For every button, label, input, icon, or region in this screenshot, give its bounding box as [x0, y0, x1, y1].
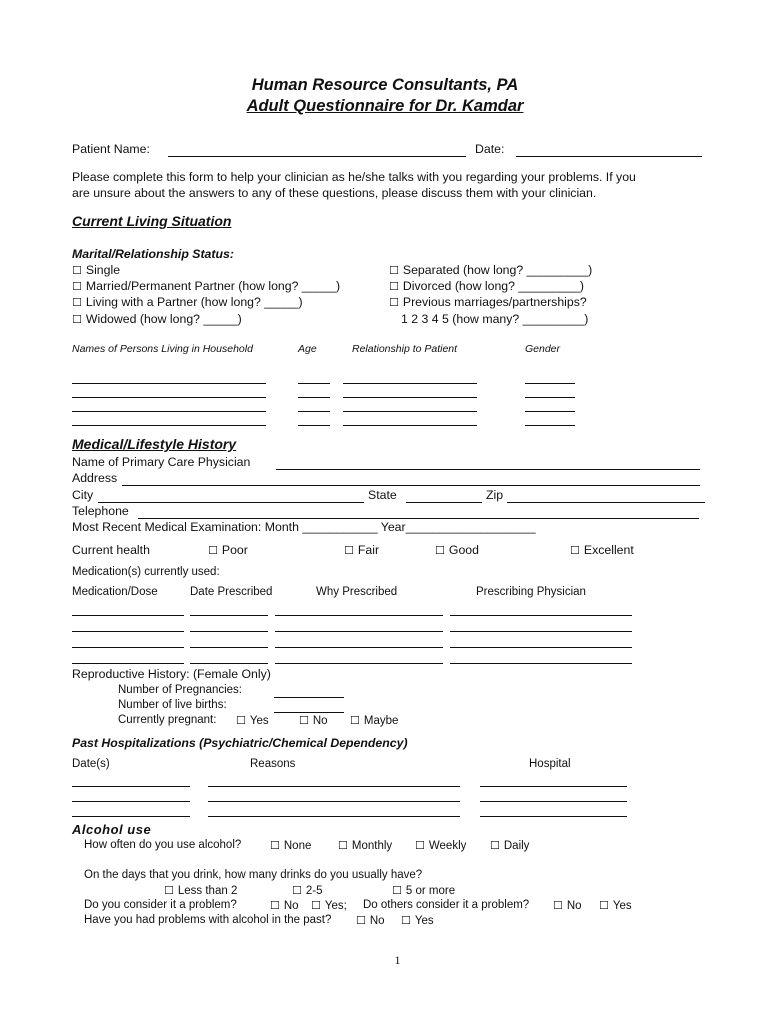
household-col-names: Names of Persons Living in Household [72, 343, 253, 355]
city-field[interactable] [98, 502, 364, 503]
state-field[interactable] [406, 502, 482, 503]
zip-field[interactable] [507, 502, 705, 503]
hospital-col-hospital: Hospital [529, 758, 571, 770]
med-dose-lines[interactable] [72, 601, 184, 664]
alcohol-frequency-question: How often do you use alcohol? [84, 839, 242, 851]
health-poor-checkbox[interactable]: ☐ Poor [208, 543, 248, 557]
city-label: City [72, 488, 94, 502]
state-label: State [368, 488, 397, 502]
hospital-col-dates: Date(s) [72, 758, 110, 770]
self-problem-no-checkbox[interactable]: ☐ No [270, 899, 299, 912]
household-col-relationship: Relationship to Patient [352, 343, 458, 355]
alcohol-daily-checkbox[interactable]: ☐ Daily [490, 839, 529, 852]
intro-line-2: are unsure about the answers to any of these questions, please discuss them with your clinician. [72, 186, 597, 200]
previous-marriages-count[interactable]: 1 2 3 4 5 (how many? _________) [401, 312, 589, 326]
health-fair-checkbox[interactable]: ☐ Fair [344, 543, 379, 557]
births-label: Number of live births: [118, 699, 227, 711]
household-relationship-lines[interactable] [343, 370, 477, 426]
past-problem-question: Have you had problems with alcohol in the past? [84, 914, 332, 926]
med-col-why: Why Prescribed [316, 586, 398, 598]
separated-checkbox[interactable]: ☐ Separated (how long? _________) [389, 263, 592, 277]
zip-label: Zip [486, 488, 504, 502]
meds-label: Medication(s) currently used: [72, 566, 220, 578]
others-problem-no-checkbox[interactable]: ☐ No [553, 899, 582, 912]
births-field[interactable] [274, 712, 344, 713]
self-problem-yes-checkbox[interactable]: ☐ Yes; [311, 899, 347, 912]
single-checkbox[interactable]: ☐ Single [72, 263, 120, 277]
alcohol-none-checkbox[interactable]: ☐ None [270, 839, 311, 852]
date-field[interactable] [516, 156, 702, 157]
med-col-date: Date Prescribed [190, 586, 273, 598]
intro-line-1: Please complete this form to help your clinician as he/she talks with you regarding your problems. If you [72, 170, 636, 184]
telephone-field[interactable] [138, 518, 699, 519]
health-excellent-checkbox[interactable]: ☐ Excellent [570, 543, 634, 557]
hospital-dates-lines[interactable] [72, 773, 190, 817]
alcohol-heading: Alcohol use [72, 822, 152, 837]
household-col-gender: Gender [525, 343, 561, 355]
med-physician-lines[interactable] [450, 601, 632, 664]
previous-marriages-checkbox[interactable]: ☐ Previous marriages/partnerships? [389, 295, 587, 309]
pcp-field[interactable] [276, 469, 700, 470]
hospital-heading: Past Hospitalizations (Psychiatric/Chemical Dependency) [72, 736, 408, 750]
form-title [0, 97, 770, 116]
drinks-less-than-2-checkbox[interactable]: ☐ Less than 2 [164, 884, 237, 897]
telephone-label: Telephone [72, 504, 129, 518]
marital-label: Marital/Relationship Status: [72, 247, 234, 261]
household-gender-lines[interactable] [525, 370, 575, 426]
alcohol-weekly-checkbox[interactable]: ☐ Weekly [415, 839, 466, 852]
hospital-reasons-lines[interactable] [208, 773, 460, 817]
pregnancies-field[interactable] [274, 697, 344, 698]
patient-name-field[interactable] [168, 156, 466, 157]
past-problem-no-checkbox[interactable]: ☐ No [356, 914, 385, 927]
alcohol-monthly-checkbox[interactable]: ☐ Monthly [338, 839, 392, 852]
living-heading: Current Living Situation [72, 213, 232, 229]
address-label: Address [72, 471, 118, 485]
drinks-5-or-more-checkbox[interactable]: ☐ 5 or more [392, 884, 455, 897]
others-problem-yes-checkbox[interactable]: ☐ Yes [599, 899, 632, 912]
widowed-checkbox[interactable]: ☐ Widowed (how long? _____) [72, 312, 242, 326]
pcp-label: Name of Primary Care Physician [72, 455, 251, 469]
patient-name-label: Patient Name: [72, 142, 150, 156]
med-col-dose: Medication/Dose [72, 586, 158, 598]
household-age-lines[interactable] [298, 370, 330, 426]
divorced-checkbox[interactable]: ☐ Divorced (how long? _________) [389, 279, 584, 293]
med-col-physician: Prescribing Physician [476, 586, 586, 598]
household-names-lines[interactable] [72, 370, 266, 426]
hospital-col-reasons: Reasons [250, 758, 296, 770]
address-field[interactable] [122, 485, 700, 486]
self-problem-question: Do you consider it a problem? [84, 899, 237, 911]
med-date-lines[interactable] [190, 601, 268, 664]
drinks-question: On the days that you drink, how many drinks do you usually have? [84, 869, 423, 881]
exam-line[interactable]: Most Recent Medical Examination: Month ___________ Year___________________ [72, 520, 536, 534]
pregnant-no-checkbox[interactable]: ☐ No [299, 714, 328, 727]
past-problem-yes-checkbox[interactable]: ☐ Yes [401, 914, 434, 927]
married-checkbox[interactable]: ☐ Married/Permanent Partner (how long? _____) [72, 279, 340, 293]
health-good-checkbox[interactable]: ☐ Good [435, 543, 479, 557]
health-label: Current health [72, 543, 150, 557]
page-number: 1 [394, 953, 401, 967]
pregnancies-label: Number of Pregnancies: [118, 684, 243, 696]
household-col-age: Age [298, 343, 317, 355]
org-name: Human Resource Consultants, PA [251, 76, 519, 94]
pregnant-label: Currently pregnant: [118, 714, 217, 726]
pregnant-yes-checkbox[interactable]: ☐ Yes [236, 714, 269, 727]
pregnant-maybe-checkbox[interactable]: ☐ Maybe [350, 714, 398, 727]
repro-label: Reproductive History: (Female Only) [72, 667, 271, 681]
drinks-2-5-checkbox[interactable]: ☐ 2-5 [292, 884, 323, 897]
medical-heading: Medical/Lifestyle History [72, 436, 237, 452]
others-problem-question: Do others consider it a problem? [363, 899, 530, 911]
form-title-text: Adult Questionnaire for Dr. Kamdar [246, 97, 524, 115]
date-label: Date: [475, 142, 505, 156]
hospital-name-lines[interactable] [480, 773, 627, 817]
living-partner-checkbox[interactable]: ☐ Living with a Partner (how long? _____) [72, 295, 303, 309]
med-why-lines[interactable] [275, 601, 443, 664]
